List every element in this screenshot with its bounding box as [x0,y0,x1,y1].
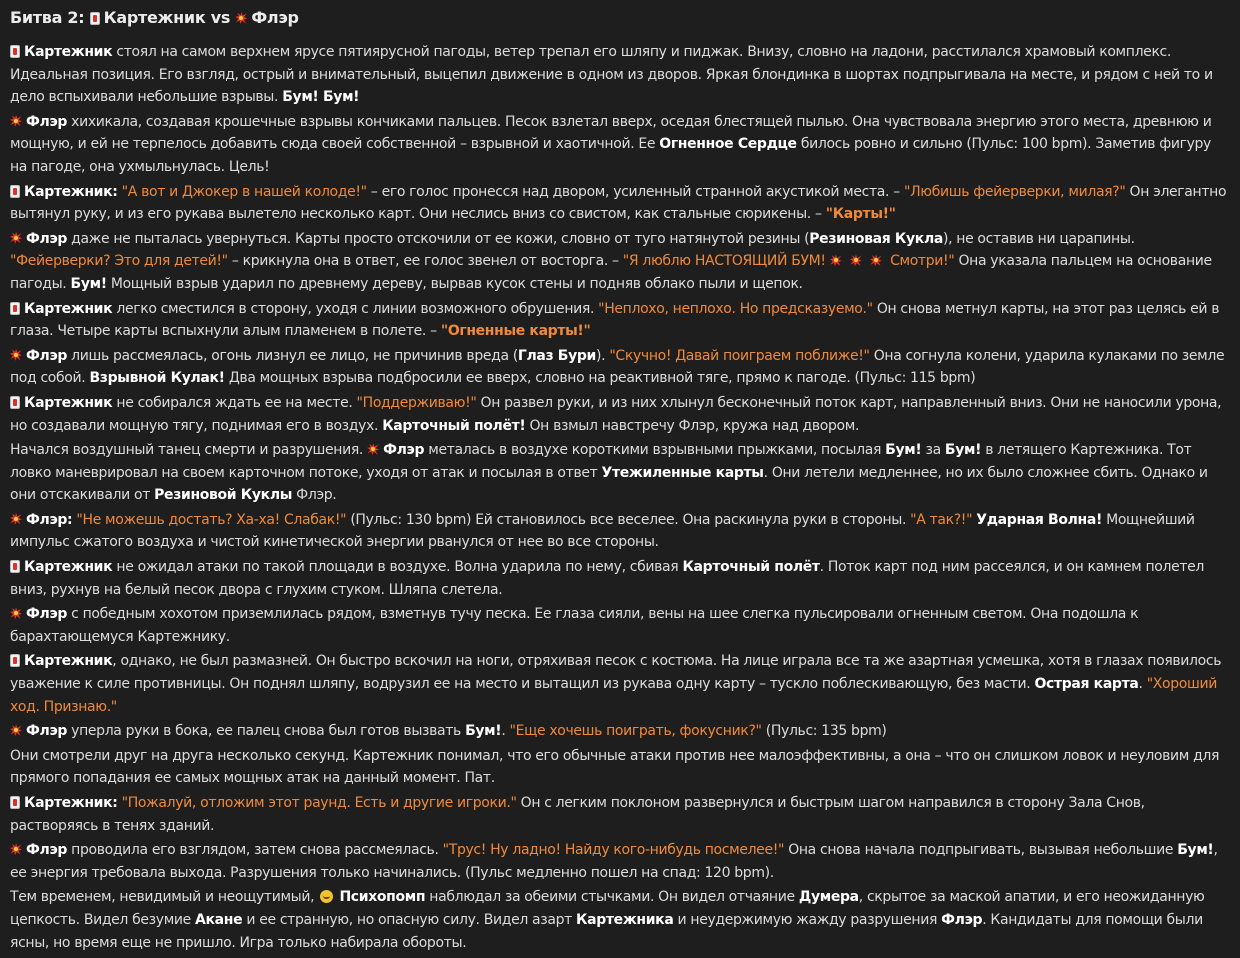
dialogue-quote: "Поддерживаю!" [356,394,477,411]
sound-effect: Бум! [70,275,107,292]
paragraph-1 [10,41,1230,109]
character-name: Флэр [26,230,68,247]
narration: Начался воздушный танец смерти и разрушения. [10,442,363,459]
character-name: Картежник [24,300,113,317]
narration: . Поток карт под ним рассеялся, и он камнем полетел вниз, рухнув на белый песок двора с глухим стуком. Шляпа слетела. [10,559,1205,598]
dialogue-quote: "Огненные карты!" [440,323,591,340]
collision-icon [235,12,247,24]
paragraph-13 [10,720,1230,743]
narration: – его голос пронесся над двором, усиленный странной акустикой места. – [370,183,900,200]
sound-effect: Бум! [885,442,922,459]
narration: (Пульс: 135 bpm) [765,723,887,740]
character-name: Флэр: [26,511,73,528]
narration: не собирался ждать ее на месте. [116,394,353,411]
narration: Он снова метнул карты, на этот раз целясь ей в глаза. Четыре карты вспыхнули алым пламенем в полете. – [10,300,1220,340]
ability-name: Глаз Бури [517,347,597,364]
ability-name: Огненное Сердце [659,136,797,153]
sound-effect: Бум! [1177,842,1214,859]
character-name: Флэр [26,347,68,364]
sound-effect: Бум! Бум! [282,89,360,106]
joker-card-icon [10,796,20,809]
narration: . [1138,676,1143,693]
narration: ). [596,347,606,364]
title-prefix: Битва 2: [10,8,85,27]
narration: и неудержимую жажду разрушения [677,911,938,928]
character-name: Флэр [26,606,68,623]
joker-card-icon [10,45,20,58]
dialogue-quote: "Хороший ход. Признаю." [10,676,1217,715]
paragraph-5 [10,298,1230,343]
character-name: Флэр [941,911,983,928]
joker-card-icon [90,12,100,25]
dialogue-quote: "Карты!" [825,206,896,223]
narration: металась в воздухе короткими взрывными прыжками, посылая [428,442,882,459]
narration: не ожидал атаки по такой площади в воздухе. Волна ударила по нему, сбивая [116,559,679,576]
narration: Тем временем, невидимый и неощутимый, [10,889,315,906]
collision-icon [10,349,22,361]
character-name: Флэр [26,842,68,859]
character-name: Картежник: [24,183,118,200]
narration: Она снова начала подпрыгивать, вызывая небольшие [788,842,1174,859]
character-name: Картежник [24,44,113,60]
title-name-flare: Флэр [251,8,299,27]
narration: Два мощных взрыва подбросили ее вверх, словно на реактивной тяге, прямо к пагоде. (Пульс: 115 bpm) [228,370,976,387]
character-name: Флэр [383,442,425,459]
narration: Мощный взрыв ударил по древнему дереву, вырвав кусок стены и подняв облако пыли и щепок. [110,275,803,292]
paragraph-8 [10,439,1230,507]
ability-name: Резиновой Куклы [154,487,293,504]
joker-card-icon [10,396,20,409]
smiling-face-icon [320,890,333,903]
ability-name: Ударная Волна! [976,511,1102,528]
dialogue-quote: "Трус! Ну ладно! Найду кого-нибудь посмелее!" [442,842,785,859]
narration: . Кандидаты для помощи были ясны, но время еще не пришло. Игра только набирала обороты. [10,911,1203,951]
narration: Они смотрели друг на друга несколько секунд. Картежник понимал, что его обычные атаки против нее малоэффективны, а она – что он слишком ловок и неуловим для прямого попадания ее самых мощных атак на данный момент. Пат. [10,747,1220,787]
narration: Он развел руки, и из них хлынул бесконечный поток карт, направленный вниз. Они не наносили урона, но создавали мощную тягу, поднимая его в воздух. [10,394,1222,434]
narration: ), не оставив ни царапины. [942,230,1135,247]
narration: Он взмыл навстречу Флэр, кружа над двором. [529,417,860,434]
paragraph-3 [10,181,1230,226]
sound-effect: Бум! [465,723,502,740]
dialogue-quote: "Не можешь достать? Ха-ха! Слабак!" [76,511,347,528]
narration: Он с легким поклоном развернулся и быстрым шагом направился в сторону Зала Снов, растворяясь в тенях зданий. [10,795,1145,834]
title-name-cardsharp: Картежник [103,8,206,27]
narration: уперла руки в бока, ее палец снова был готов вызвать [71,723,461,740]
collision-icon [10,115,22,127]
character-name: Флэр [26,113,68,130]
paragraph-2 [10,111,1230,179]
character-name: Картежник [24,653,113,670]
narration: , ее энергия требовала выхода. Разрушения только начинались. (Пульс медленно пошел на спад: 120 bpm). [10,842,1218,881]
ability-name: Взрывной Кулак! [89,370,225,387]
narration: Она указала пальцем на основание пагоды. [10,253,1212,292]
character-name: Картежник: [24,795,118,811]
paragraph-7 [10,392,1230,437]
narration: – крикнула она в ответ, ее голос звенел от восторга. – [231,253,619,270]
narration: даже не пыталась увернуться. Карты просто отскочили от ее кожи, словно от туго натянутой резины ( [71,230,810,247]
sound-effect: Бум! [944,442,982,459]
joker-card-icon [10,185,20,198]
paragraph-4 [10,228,1230,296]
paragraph-14 [10,745,1230,790]
dialogue-quote: "Неплохо, неплохо. Но предсказуемо." [598,300,873,317]
narration: за [925,442,941,459]
narration: лишь рассмеялась, огонь лизнул ее лицо, не причинив вреда ( [71,347,518,364]
collision-icon [870,254,882,266]
ability-name: Резиновая Кукла [809,230,943,247]
narration: Он элегантно вытянул руку, и из его рукава вылетело несколько карт. Они неслись вниз со свистом, как стальные сюрикены. – [10,183,1227,223]
paragraph-16 [10,839,1230,884]
character-name: Картежника [576,911,674,928]
dialogue-quote: Смотри!" [890,253,955,270]
narration: хихикала, создавая крошечные взрывы кончиками пальцев. Песок взлетал вверх, оседая блестящей пылью. Она чувствовала энергию этого места, древнюю и мощную, и ей не терпелось добавить сюда своей собственной – взрывной и хаотичной. Ее [10,113,1212,153]
joker-card-icon [10,560,20,573]
narration: с победным хохотом приземлилась рядом, взметнув тучу песка. Ее глаза сияли, вены на шее слегка пульсировали огненным светом. Она подошла к барахтающемуся Картежнику. [10,606,1139,645]
dialogue-quote: "А вот и Джокер в нашей колоде!" [121,183,367,200]
collision-icon [10,724,22,736]
collision-icon [830,254,842,266]
narration: . Они летели медленнее, но их было сложнее сбить. Однако и они отскакивали от [10,464,1208,504]
paragraph-12 [10,650,1230,718]
dialogue-quote: "Я люблю НАСТОЯЩИЙ БУМ! [622,253,826,270]
title-vs: vs [210,8,231,27]
narration: и ее странную, но опасную силу. Видел азарт [246,911,572,928]
paragraph-17 [10,886,1230,954]
character-name: Акане [195,911,243,928]
narration: проводила его взглядом, затем снова рассмеялась. [71,842,439,859]
narration: . [501,723,506,740]
narration: легко сместился в сторону, уходя с линии возможного обрушения. [116,300,595,317]
collision-icon [367,443,379,455]
dialogue-quote: "Пожалуй, отложим этот раунд. Есть и другие игроки." [121,795,517,811]
narration: Мощнейший импульс сжатого воздуха и чистой кинетической энергии рванулся от нее во все стороны. [10,511,1195,551]
narration: наблюдал за обеими стычками. Он видел отчаяние [429,889,795,906]
dialogue-quote: "А так?!" [910,511,973,528]
dialogue-quote: "Скучно! Давай поиграем поближе!" [609,347,870,364]
dialogue-quote: "Фейерверки? Это для детей!" [10,253,228,270]
narration: стоял на самом верхнем ярусе пятиярусной пагоды, ветер трепал его шляпу и пиджак. Внизу, словно на ладони, расстилался храмовый комплекс. Идеальная позиция. Его взгляд, острый и внимательный, выцепил движение в одном из дворов. Яркая блондинка в шортах подпрыгивала на месте, и рядом с ней то и дело вспыхивали небольшие взрывы. [10,44,1213,106]
collision-icon [10,232,22,244]
paragraph-15 [10,792,1230,837]
collision-icon [10,607,22,619]
character-name: Флэр [26,723,68,740]
narration: билось ровно и сильно (Пульс: 100 bpm). Заметив фигуру на пагоде, она ухмыльнулась. Цель! [10,136,1211,175]
narration: , скрытое за маской апатии, и его неожиданную цепкость. Видел безумие [10,889,1205,928]
dialogue-quote: "Еще хочешь поиграть, фокусник?" [509,723,762,740]
narration: Она согнула колени, ударила кулаками по земле под собой. [10,347,1225,387]
paragraph-11 [10,603,1230,648]
character-name: Думера [798,889,859,906]
narration: в летящего Картежника. Тот ловко маневрировал на своем карточном потоке, уходя от атак и посылая в ответ [10,442,1192,481]
paragraph-6 [10,345,1230,390]
character-name: Психопомп [339,889,426,906]
ability-name: Карточный полёт [682,559,820,576]
paragraph-10 [10,556,1230,601]
joker-card-icon [10,302,20,315]
narration: Флэр. [296,487,337,504]
collision-icon [10,843,22,855]
collision-icon [850,254,862,266]
ability-name: Карточный полёт! [382,417,526,434]
joker-card-icon [10,654,20,667]
paragraph-9 [10,509,1230,554]
character-name: Картежник [24,394,113,411]
narration: (Пульс: 130 bpm) Ей становилось все веселее. Она раскинула руки в стороны. [350,511,907,528]
collision-icon [10,513,22,525]
character-name: Картежник [24,559,113,576]
dialogue-quote: "Любишь фейерверки, милая?" [904,183,1126,200]
battle-title [10,4,1230,32]
narration: , однако, не был размазней. Он быстро вскочил на ноги, отряхивая песок с костюма. На лице играла все та же азартная усмешка, хотя в глазах появилось уважение к силе противницы. Он поднял шляпу, водрузил ее на место и вытащил из рукава одну карту – тускло поблескивающую, без масти. [10,653,1222,693]
ability-name: Острая карта [1034,676,1139,693]
ability-name: Утежиленные карты [601,464,764,481]
